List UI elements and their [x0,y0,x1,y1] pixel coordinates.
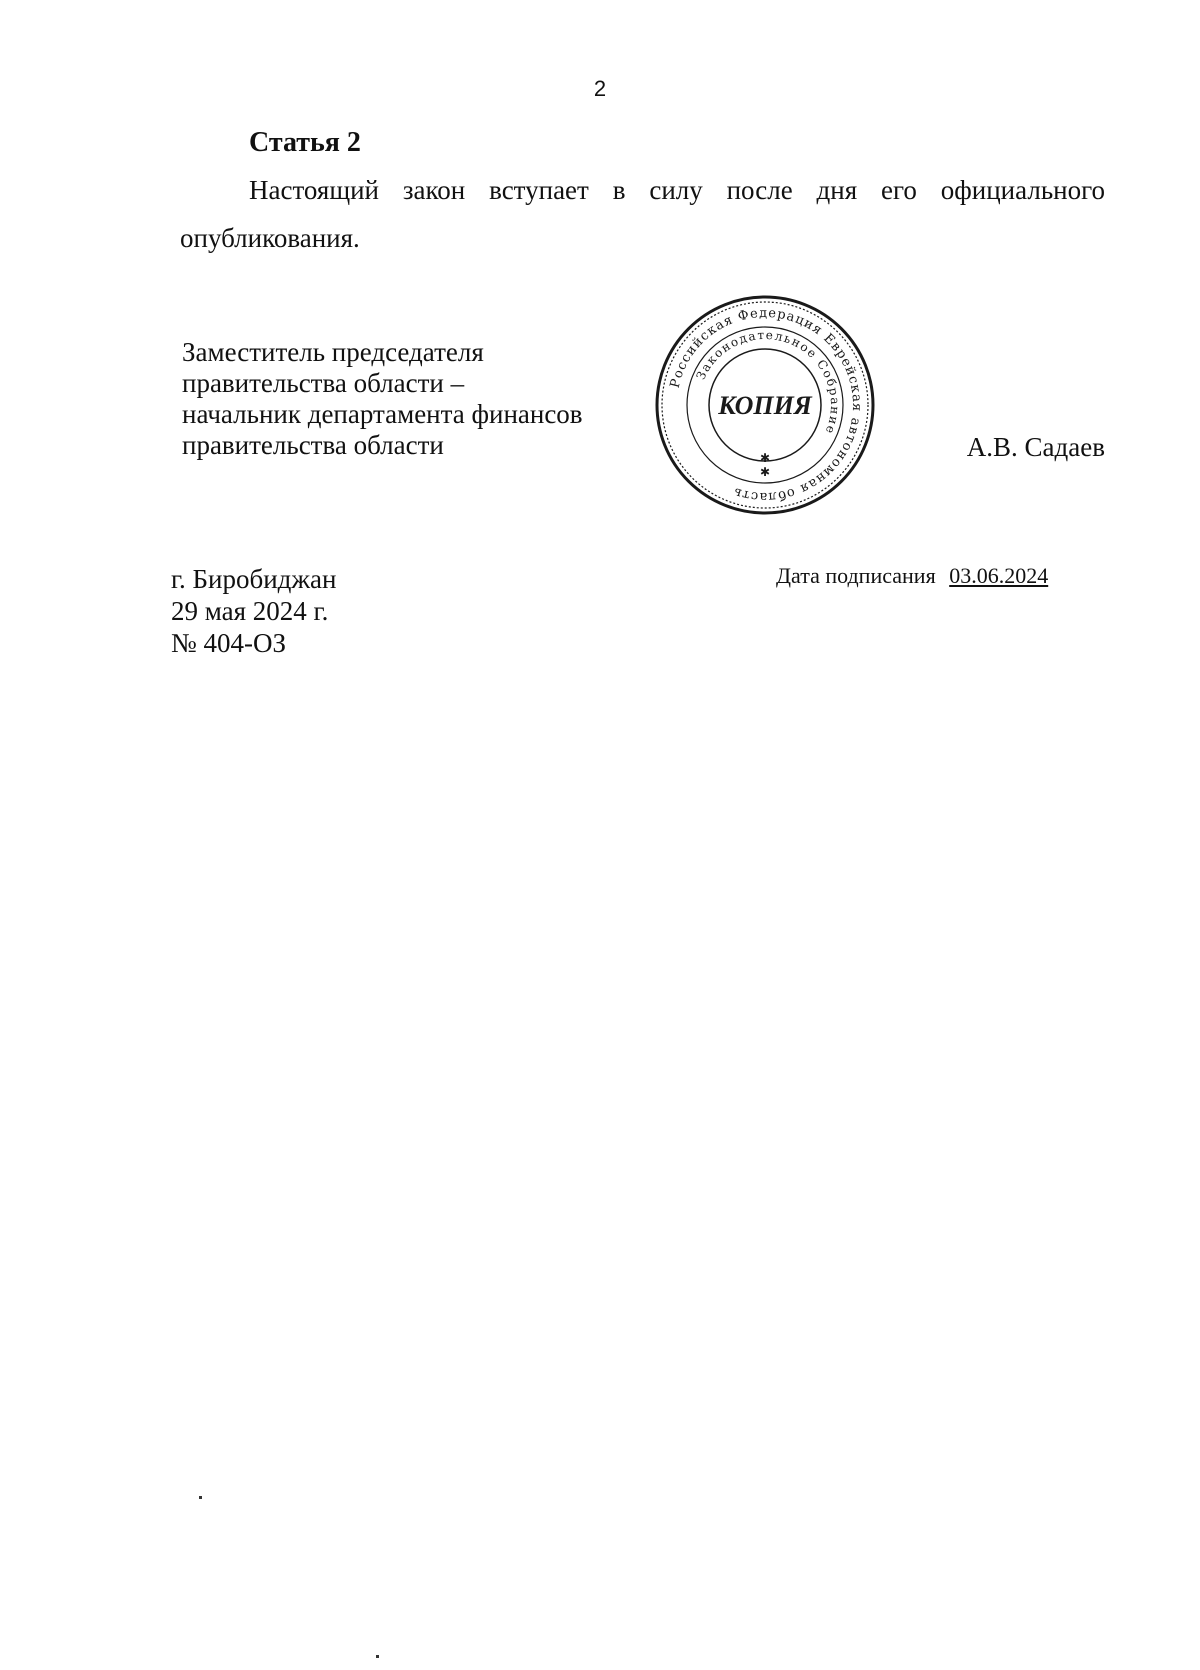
position-line: начальник департамента финансов [182,399,583,429]
law-number: № 404-ОЗ [171,628,287,658]
place-date-number [171,563,337,659]
scan-speck [199,1496,202,1499]
stamp-center-text: КОПИЯ [718,391,812,420]
position-line: Заместитель председателя [182,337,484,367]
scan-speck [376,1655,379,1658]
signatory-name: А.В. Садаев [966,432,1105,462]
star-icon: ✱ [759,465,771,479]
page-number: 2 [593,76,607,101]
article-text-line-2: опубликования. [180,223,360,253]
position-line: правительства области [182,430,444,460]
position-line: правительства области – [182,368,465,398]
star-icon: ✱ [759,451,771,465]
article-text-line-1: Настоящий закон вступает в силу после дня его официального [249,175,1105,205]
signing-date-label: Дата подписания [776,563,936,588]
official-seal-stamp [650,290,880,520]
stamp-inner-text: Законодательное Собрание [693,327,843,437]
stamp-outer-text: Российская Федерация Еврейская автономная область [667,305,865,505]
signing-date [776,563,1048,589]
signing-date-value: 03.06.2024 [949,563,1049,588]
city: г. Биробиджан [171,564,337,594]
signatory-position [182,337,583,461]
article-heading: Статья 2 [249,127,361,158]
law-date: 29 мая 2024 г. [171,596,329,626]
